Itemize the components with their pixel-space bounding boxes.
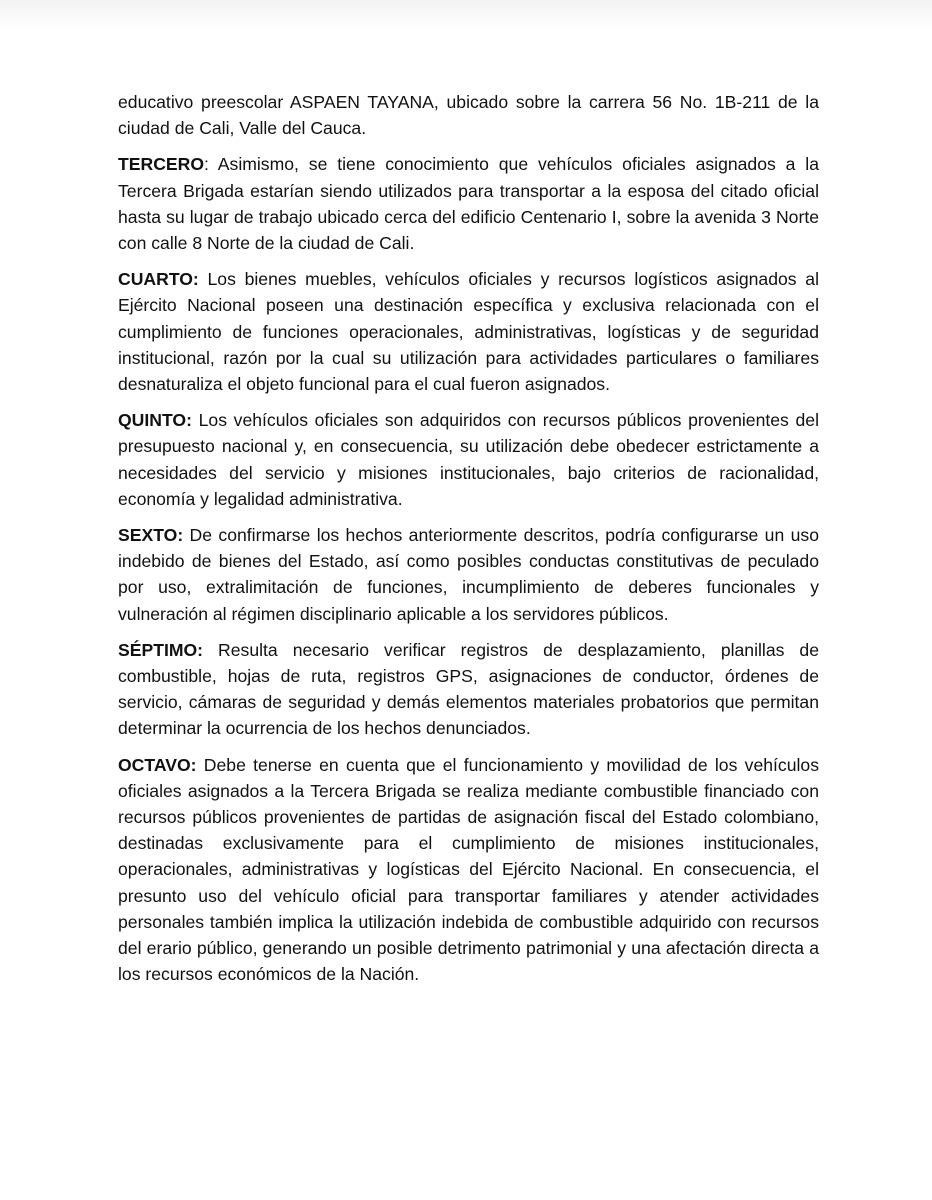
paragraph-label: OCTAVO:	[118, 754, 197, 775]
paragraph-tercero	[118, 151, 819, 256]
intro-paragraph	[118, 89, 819, 141]
paragraph-text: De confirmarse los hechos anteriormente descritos, podría configurarse un uso indebido de bienes del Estado, así como posibles conductas constitutivas de peculado por uso, extralimitación de funciones, incumplimiento de deberes funcionales y vulneración al régimen disciplinario aplicable a los servidores públicos.	[118, 525, 819, 624]
paragraph-label: CUARTO:	[118, 269, 199, 290]
paragraph-label: TERCERO	[118, 154, 205, 175]
paragraph-label: SÉPTIMO:	[118, 639, 204, 660]
paragraph-text: Resulta necesario verificar registros de desplazamiento, planillas de combustible, hojas de ruta, registros GPS, asignaciones de conductor, órdenes de servicio, cámaras de seguridad y demás elementos materiales probatorios que permitan determinar la ocurrencia de los hechos denunciados.	[118, 639, 819, 739]
paragraph-text: Debe tenerse en cuenta que el funcionamiento y movilidad de los vehículos oficiales asignados a la Tercera Brigada se realiza mediante combustible financiado con recursos públicos provenientes de partidas de asignación fiscal del Estado colombiano, destinadas exclusivamente para el cumplimiento de misiones institucionales, operacionales, administrativas y logísticas del Ejército Nacional. En consecuencia, el presunto uso del vehículo oficial para transportar familiares y atender actividades personales también implica la utilización indebida de combustible adquirido con recursos del erario público, generando un posible detrimento patrimonial y una afectación directa a los recursos económicos de la Nación.	[118, 754, 819, 985]
paragraph-octavo	[118, 752, 819, 988]
paragraph-quinto	[118, 407, 819, 512]
paragraph-label: SEXTO:	[118, 525, 184, 546]
paragraph-cuarto	[118, 266, 819, 397]
paragraph-sexto	[118, 522, 819, 627]
paragraph-text: Los vehículos oficiales son adquiridos con recursos públicos provenientes del presupuesto nacional y, en consecuencia, su utilización debe obedecer estrictamente a necesidades del servicio y misiones institucionales, bajo criterios de racionalidad, economía y legalidad administrativa.	[118, 410, 819, 509]
paragraph-text: Los bienes muebles, vehículos oficiales y recursos logísticos asignados al Ejército Nacional poseen una destinación específica y exclusiva relacionada con el cumplimiento de funciones operacionales, administrativas, logísticas y de seguridad institucional, razón por la cual su utilización para actividades particulares o familiares desnaturaliza el objeto funcional para el cual fueron asignados.	[118, 269, 819, 395]
paragraph-label: QUINTO:	[118, 410, 192, 431]
intro-text: educativo preescolar ASPAEN TAYANA, ubicado sobre la carrera 56 No. 1B-211 de la ciudad de Cali, Valle del Cauca.	[118, 92, 819, 139]
paragraph-text: : Asimismo, se tiene conocimiento que vehículos oficiales asignados a la Tercera Brigada estarían siendo utilizados para transportar a la esposa del citado oficial hasta su lugar de trabajo ubicado cerca del edificio Centenario I, sobre la avenida 3 Norte con calle 8 Norte de la ciudad de Cali.	[118, 154, 819, 254]
paragraph-septimo	[118, 637, 819, 742]
document-body	[118, 89, 819, 998]
